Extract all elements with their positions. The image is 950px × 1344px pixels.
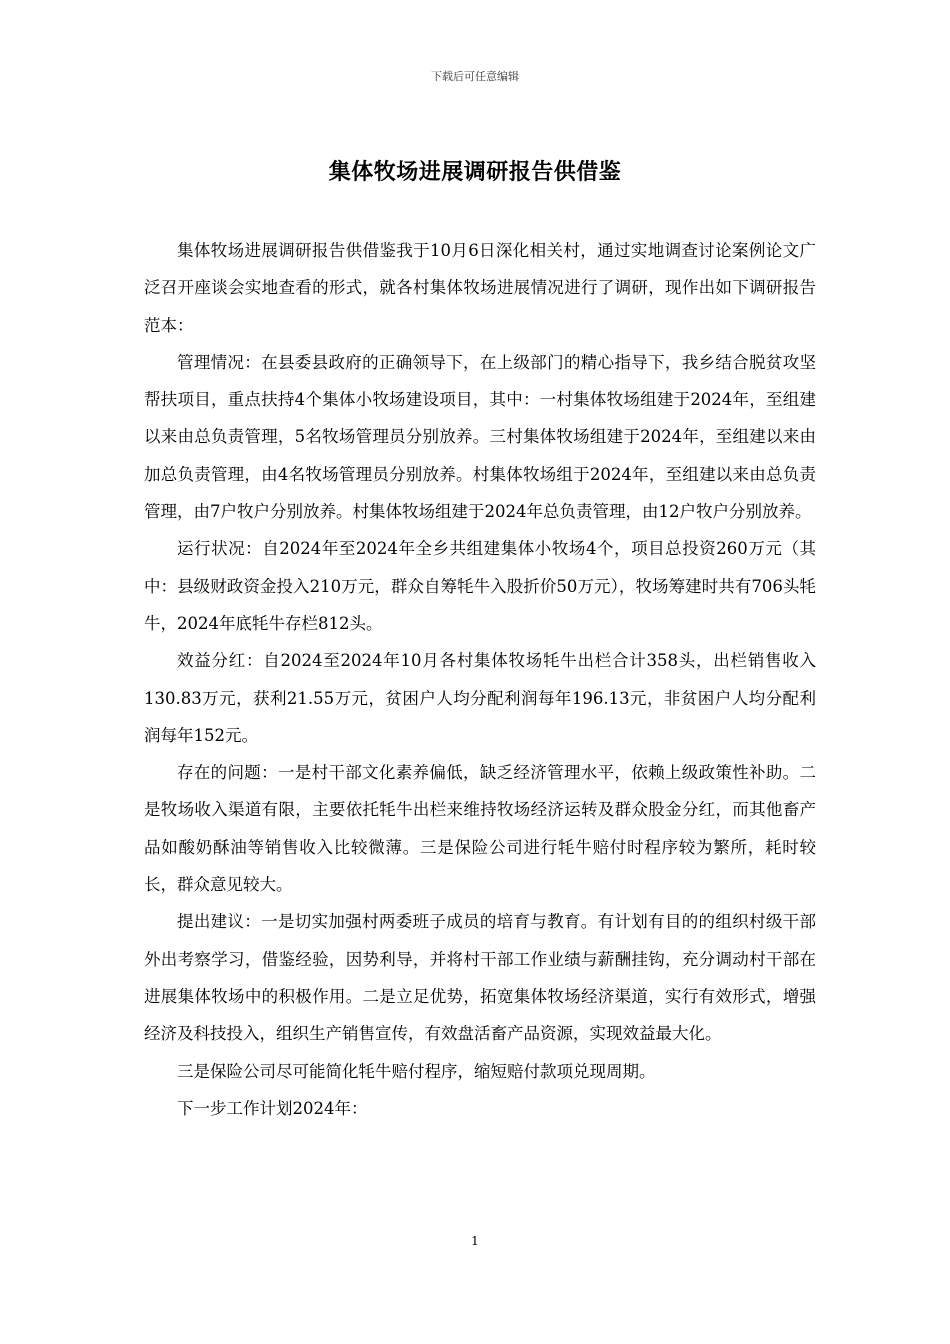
document-body xyxy=(144,232,816,1127)
paragraph-benefits: 效益分红：自2024至2024年10月各村集体牧场牦牛出栏合计358头，出栏销售收入130.83万元，获利21.55万元，贫困户人均分配利润每年196.13元，非贫困户人均分配利润每年152元。 xyxy=(144,651,816,745)
page-number: 1 xyxy=(471,1234,479,1248)
document-title: 集体牧场进展调研报告供借鉴 xyxy=(328,159,622,185)
paragraph-management: 管理情况：在县委县政府的正确领导下，在上级部门的精心指导下，我乡结合脱贫攻坚帮扶项目，重点扶持4个集体小牧场建设项目，其中：一村集体牧场组建于2024年，至组建以来由总负责管理，5名牧场管理员分别放养。三村集体牧场组建于2024年，至组建以来由加总负责管理，由4名牧场管理员分别放养。村集体牧场组于2024年，至组建以来由总负责管理，由7户牧户分别放养。村集体牧场组建于2024年总负责管理，由12户牧户分别放养。 xyxy=(144,352,816,522)
paragraph-operation: 运行状况：自2024年至2024年全乡共组建集体小牧场4个，项目总投资260万元（其中：县级财政资金投入210万元，群众自筹牦牛入股折价50万元），牧场筹建时共有706头牦牛，2024年底牦牛存栏812头。 xyxy=(144,539,816,633)
paragraph-suggestions: 提出建议：一是切实加强村两委班子成员的培育与教育。有计划有目的的组织村级干部外出考察学习，借鉴经验，因势利导，并将村干部工作业绩与薪酬挂钩，充分调动村干部在进展集体牧场中的积极作用。二是立足优势，拓宽集体牧场经济渠道，实行有效形式，增强经济及科技投入，组织生产销售宣传，有效盘活畜产品资源，实现效益最大化。 xyxy=(144,912,816,1044)
paragraph-insurance: 三是保险公司尽可能简化牦牛赔付程序，缩短赔付款项兑现周期。 xyxy=(177,1061,656,1081)
paragraph-intro: 集体牧场进展调研报告供借鉴我于10月6日深化相关村，通过实地调查讨论案例论文广泛召开座谈会实地查看的形式，就各村集体牧场进展情况进行了调研，现作出如下调研报告范本： xyxy=(144,241,816,335)
paragraph-next-plan: 下一步工作计划2024年： xyxy=(177,1098,368,1118)
paragraph-problems: 存在的问题：一是村干部文化素养偏低，缺乏经济管理水平，依赖上级政策性补助。二是牧场收入渠道有限，主要依托牦牛出栏来维持牧场经济运转及群众股金分红，而其他畜产品如酸奶酥油等销售收入比较微薄。三是保险公司进行牦牛赔付时程序较为繁所，耗时较长，群众意见较大。 xyxy=(144,763,816,895)
header-note: 下载后可任意编辑 xyxy=(431,70,519,83)
